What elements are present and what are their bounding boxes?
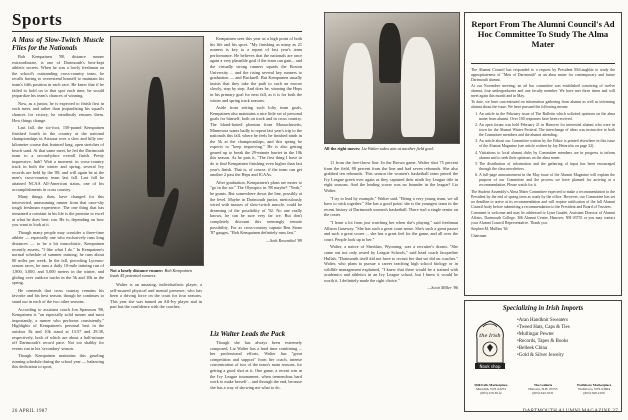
section-title: Sports (12, 10, 63, 29)
store-meredith (467, 383, 515, 396)
ad-item: • Mullingar Pewter (517, 331, 617, 338)
report-paragraph: The Student Assembly's Alma Mater Committee expected to make a recommendation to the President by the end of spring term as study by the office. However, our Committee has set no deadline to arrive at its recommendation and will require ratification of the full Alumni Council body before submitting a recommendation to the President and Board of Trustees. (471, 189, 615, 209)
irish-nook-ad (464, 300, 622, 412)
store-phone: (603) 569-2100 (583, 391, 605, 396)
shop-sign-bottom: Nook shop (479, 364, 501, 369)
store-city: Meredith, N.H. 03253 (475, 387, 507, 392)
caption-text: Bob Kempainen leads 45 potential runners. (110, 268, 193, 279)
article-paragraph: "I try to lead by example," Walter said. "Being a very young team, we all have to stick together." She has a good point: she is the youngest team in the recent history of Dartmouth women's basketball. There isn't a single senior on the roster. (324, 195, 458, 218)
article-headline: Liz Walter Leads the Pack (210, 330, 286, 338)
caption-lead: Not a lonely distance runner: (110, 268, 164, 273)
ad-items (517, 317, 617, 359)
article-column-4 (324, 160, 458, 408)
ad-item: • Tweed Hats, Caps & Ties (517, 324, 617, 331)
player-figure (401, 37, 435, 137)
report-paragraph: At our November meeting, an ad hoc committee was established consisting of twelve alumni, four undergraduates and one faculty member. We have met three times and will meet again this month and in May. (471, 84, 615, 99)
ad-item: • Aran Handknit Sweaters (517, 317, 617, 324)
article-byline: —Seth Rosenthal '89 (266, 237, 302, 243)
article-paragraph: Though many people may consider a three-time athlete — especially one who exclusively runs long distances — to be a bit masochistic, Kempainen recently asserts, "I like what I do." In Kempainen's normal schedule of summer training, he runs about 80 miles per week. In the fall, preceding Lyceum-season races, he runs a daily 10-mile training run of 1,800, 3,000, and 5,000 meters in the winter, and gliding over outdoor tracks in the 5k and 10k in the spring. (12, 229, 104, 286)
store-name: Wolfeboro Marketplace (576, 383, 612, 387)
page-folio: 26 APRIL 1987 (12, 409, 48, 414)
runner-figure (147, 77, 165, 197)
ad-item: • Records, Tapes & Books (517, 338, 617, 345)
basketball-photo-caption (324, 146, 458, 151)
report-list-item: 5. The distribution of information and the gathering of input has been encouraged through the class newsletters. (479, 162, 615, 172)
runner-photo-caption (110, 268, 202, 279)
ad-item: • Belleek China (517, 345, 617, 352)
report-list-item: 2. An open forum was held February 21 in Hanover for interested alumni who were in town for the Alumni Winter Festival. The interchange of ideas was instructive to both the Committee members and the alumni attending. (479, 123, 615, 138)
article-paragraph: 11 from the free-throw line. In the Brown game, Walter shot 75 percent from the field, 88 percent from the line and had seven rebounds. She also grabbed ten rebounds. This season the women's basketball team paired the Ivy League green over again as they captured their ninth Ivy League title in eight seasons. And the leading scorer was no bounder in the league? Liz Walter. (324, 160, 458, 193)
article-paragraph: Last fall, the six-foot, 150-pound Kempainen finished fourth in the country at the national championships in Arizona over a slow and hilly ten-kilometer course that featured long, open stretches of beach sand. At that same meet, he led the Dartmouth team to a second-place overall finish. Pretty impressive, huh? Wait a moment: in cross-country track in both the winter and spring, several Ivy records are held by the '88, and will again be at the men's cross-country team last fall. Last fall he attained NCAA All-American status, one of his accomplishments in cross country. (12, 125, 104, 192)
report-title: Report From The Alumni Council's Ad Hoc Committee To Study The Alma Mater (471, 19, 615, 49)
article-paragraph: Kempainen sees this year as a high point of both his life and his sport. "My finishing as many as 21 runners is key to a repeat of last year's team performance. He believes that the nationals are once again a very plausible goal if the team can gain... and the virtually strong runners squads the Boston University ... and the rising several key runners to graduation — and Bucknell. But Kempainen usually insists that they take the path to such an encore slowly, step by step. And does he, winning the Heps in his primary goal for next fall, as it is for both the winter and spring track seasons. (210, 36, 302, 103)
report-paragraph: The Alumni Council has responded to a request by President McLaughlin to study the appropriateness of "Men of Dartmouth" as an alma mater for contemporary and future Dartmouth alumni. (471, 68, 615, 82)
report-signature-title: Chairman (471, 233, 487, 238)
basketball-photo (324, 12, 460, 144)
store-city: Hanover, N.H. 03755 (528, 387, 558, 392)
article-column-1 (12, 36, 104, 408)
ad-item: • Gold & Silver Jewelry (517, 352, 617, 359)
article-paragraph: Though Kempainen maintains this grueling running schedule during the school year — balancing this dedication to sport, (12, 353, 104, 370)
section-rule (12, 31, 302, 32)
ad-title: Specializing in Irish Imports (502, 305, 584, 312)
article-paragraph: According to assistant coach Jon Spaeason '88, Kempainen is "an especially solid runner and most importantly, a runner who performs consistently." Highlights of Kempainen's personal best in the outdoor 5k and 10k stand at 13:57 and 29:38, respectively, both of which are about a half-minute off Dartmouth's record pace. Not too shabby for events run in his 'secondary' season. (12, 306, 104, 351)
report-body (471, 68, 615, 290)
report-rule (471, 63, 615, 64)
article-paragraph: Though she has always been extremely composed, Liz Walter has a hard time combining ... her professional efforts, Walter has "great competition and support" from her coach, intense concentration of two of the team's main reasons, for getting a good shot at it. One game, a recent win in the Ivy League tournament, when tremendous hard work to make herself ... and through the end, because she has a way of showing me what to do. (210, 340, 302, 390)
player-figure (343, 43, 373, 139)
shop-sign-logo (469, 319, 511, 373)
report-list-item: 4. Visitations to local alumni clubs by Committee members are in progress to inform alumni and to seek their opinions on the alma mater. (479, 151, 615, 161)
store-hanover (519, 383, 567, 396)
caption-text: Liz Walter takes aim at another field goal. (360, 146, 434, 151)
shop-sign-top: the Irish (479, 333, 501, 339)
report-list (471, 112, 615, 188)
store-name: Mill Falls Marketplace (474, 383, 508, 387)
store-wolfeboro (569, 383, 619, 396)
report-paragraph: Comment is welcome and may be addressed to Lynn Gaudet, Assistant Director of Alumni Affairs, Dartmouth College, 306 Alumni Center, Hanover, NH 03755 or you may contact your Alumni Council Representative. Thank you. (471, 211, 615, 225)
article-paragraph: Aside from setting such lofty team goals, Kempainen also maintains a nice little set of personal goals for himself, both on track and in cross country. The blond-haired phenom from Massachusetts, Minnesota wants badly to repeat last year's trip to the nationals this fall, where he feels he finished ninth in the 5k at the championships, and this spring he expects to "keep improving." He is also getting geared up to break the 29-minute barrier in the 10k this season. As he puts it, "The first thing I have to do is find Kempainen finishing even higher than last year's finish. That is, of course, if the team can get another 2 past the Heps and ICAAs. (210, 105, 302, 178)
store-city: Wolfeboro, N.H. 03894 (577, 387, 611, 392)
report-list-item: 1. An article in the February issue of The Bulletin which solicited opinions on the alma mater from alumni. Over 100 responses have been received. (479, 112, 615, 122)
article-paragraph: Walter, a native of Sheridan, Wyoming, was a recruiter's dream. "She came out not only rested by League Schools," said head coach Jacqueline Hullah, "Dartmouth itself did not have to recruit her that we did on coaches." Walter, who plans to pursue a career teaching high school biology or in wildlife management explained, "I knew that there would be a trained with academics and athletics in an Ivy League school, but I knew it would be worth it. I definitely made the right choice." (324, 244, 458, 283)
alumni-council-report (464, 12, 622, 296)
article-paragraph: Walter is an amazing, individualistic player, a self-assured physical and mental presence, who has been a driving force on the court for four seasons. This year she was named an All-Ivy player and in part has the confidence with the coaches. (110, 282, 202, 310)
article-paragraph: Bob Kempainen '88, distance runner extraordinaire, is one of Dartmouth's best-kept athletic secrets. When he was a lowly freshman on the school's outstanding cross-country team, he recalls having to overextend himself to maintain his team's fifth position in each race. He knew that if he failed to hold on to that spot each time, he would jeopardize his team's chances of winning. (12, 54, 104, 99)
article-byline: —Scott Miller '86 (427, 285, 458, 291)
report-paragraph: To date, we have concentrated on information gathering from alumni as well as informing alumni about the issue. We have pursued the following means: (471, 100, 615, 110)
right-page (314, 0, 628, 420)
article-paragraph: Many things, then, have changed for this introverted, unassuming runner from that once-shy tough freshman experience. The one thing that has remained a constant in his life is the promise to excel at what he does best: run. He is, depending on how you want to look at it. (12, 194, 104, 228)
article-paragraph: "I learn a lot from just watching her when she's playing," said freshman Allison Gaseway. "She has such a great court sense. She's such a great passer and such a great scorer ... she has a great feel for the game, and all over the court. People look up to her." (324, 219, 458, 242)
defender-figure (379, 23, 401, 83)
report-list-item: 3. An article about our Committee written by the Editor is printed elsewhere in this issue of the Alumni Magazine (see article written by Jay Heinrichs on page 32). (479, 139, 615, 149)
store-name: The Galleria (533, 383, 553, 387)
caption-lead: All the right moves: (324, 146, 361, 151)
article-column-1b (110, 282, 202, 408)
article-column-2 (210, 36, 302, 326)
store-phone: (603) 279-6512 (480, 391, 502, 396)
report-signature-name: Stephen M. Mullins '64 (471, 227, 508, 232)
runner-photo (110, 36, 204, 266)
article-column-3 (210, 330, 302, 408)
article-paragraph: He contends that cross country remains his favorite and his best season, though he continues to stand out in each of the two other seasons. (12, 287, 104, 304)
article-paragraph: Now, as a junior, he is expected to finish first in each meet, and rather than jeopardizing his squad's chances for victory, he steadfastly ensures them. How things change. (12, 100, 104, 123)
store-phone: (603) 643-3531 (532, 391, 554, 396)
article-headline: A Mass of Slow-Twitch Muscle Flies for the Nationals (12, 36, 104, 52)
report-list-item: 6. A full-page announcement in the May issue of the Alumni Magazine will explain the purpose of our Committee and the process we have planned for arriving at a recommendation. Please watch for it. (479, 173, 615, 188)
page-folio: DARTMOUTH ALUMNI MAGAZINE 27 (522, 409, 618, 414)
article-paragraph: After graduation, Kempainen's plans are easier to "go in the air." The Olympics in '88 maybe? "Yeah," he grants. But somewhere down the line, possibly at the level. Maybe in Dartmouth junior, meticulously wired with masses of slow-twitch muscle, could be dreaming of the possibility of '92. No one really knows, he can be sure very far we. But don't completely discount this seemingly remote possibility. For as cross-country captain Ben Stone '87 gauges, "Bob Kempainen definitely runs fast." (210, 179, 302, 236)
